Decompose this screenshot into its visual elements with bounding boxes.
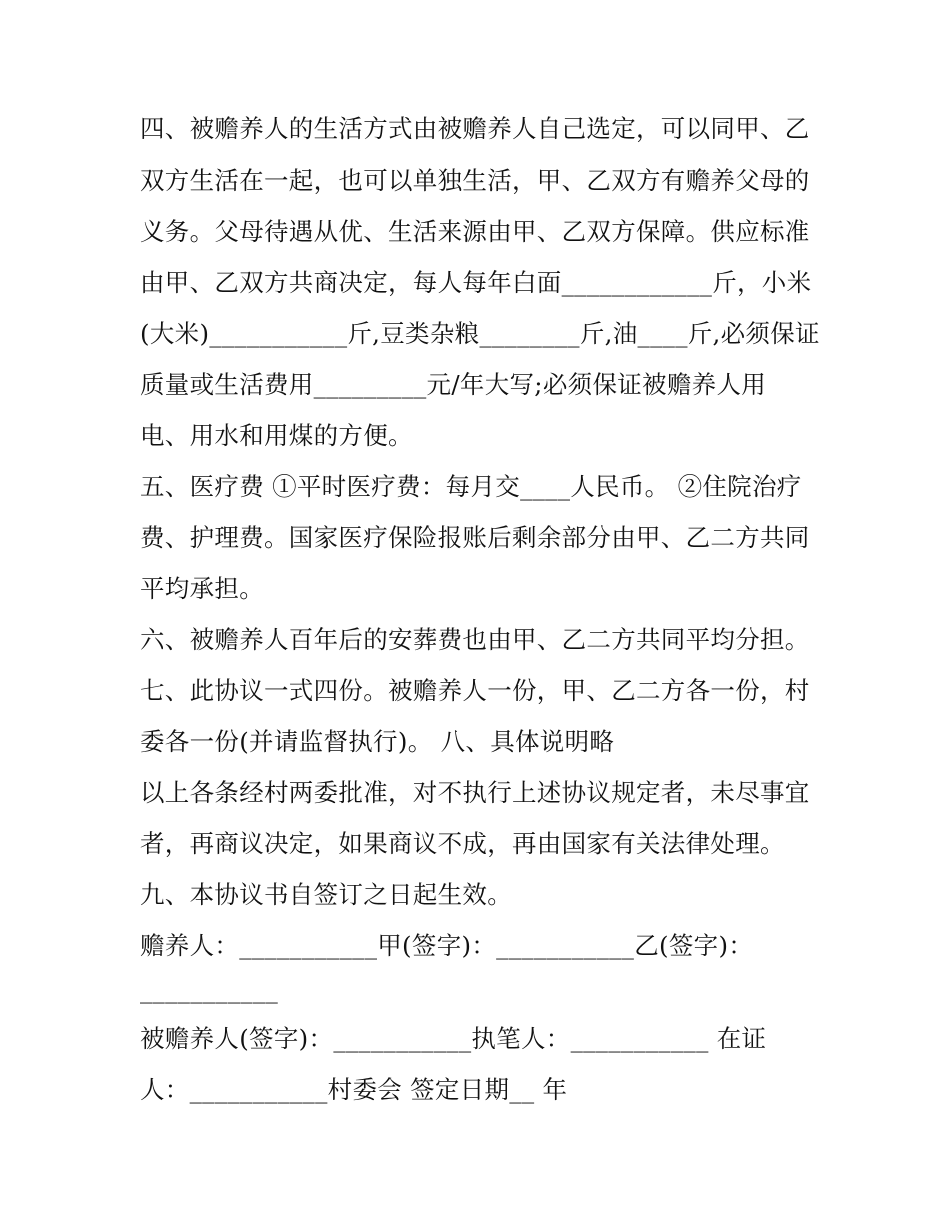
clause-5-line-1: 五、医疗费 ①平时医疗费：每月交____人民币。 ②住院治疗 [140,472,802,501]
clause-9-line: 九、本协议书自签订之日起生效。 [140,880,512,909]
clause-6-line: 六、被赡养人百年后的安葬费也由甲、乙二方共同平均分担。 [140,625,810,654]
clause-7-line-2: 委各一份(并请监督执行)。 八、具体说明略 [140,727,615,756]
signature-line-1: 赡养人：___________甲(签字)：___________乙(签字)： [140,931,754,960]
clause-4-line-4: 由甲、乙双方共商决定，每人每年白面____________斤，小米 [140,268,812,297]
approval-line-1: 以上各条经村两委批准，对不执行上述协议规定者，未尽事宜 [140,778,810,807]
clause-5-line-2: 费、护理费。国家医疗保险报账后剩余部分由甲、乙二方共同 [140,523,810,552]
clause-4-line-5: (大米)___________斤,豆类杂粮________斤,油____斤,必须保证 [140,319,820,348]
signature-line-3: 被赡养人(签字)：___________执笔人：___________ 在证 [140,1024,767,1053]
clause-4-line-1: 四、被赡养人的生活方式由被赡养人自己选定，可以同甲、乙 [140,114,810,143]
signature-line-2: ___________ [140,975,279,1004]
clause-5-line-3: 平均承担。 [140,574,264,603]
clause-4-line-2: 双方生活在一起，也可以单独生活，甲、乙双方有赡养父母的 [140,166,810,195]
signature-line-4: 人：___________村委会 签定日期__ 年 [140,1075,568,1104]
clause-7-line-1: 七、此协议一式四份。被赡养人一份，甲、乙二方各一份，村 [140,676,810,705]
clause-4-line-7: 电、用水和用煤的方便。 [140,421,413,450]
clause-4-line-3: 义务。父母待遇从优、生活来源由甲、乙双方保障。供应标准 [140,217,810,246]
clause-4-line-6: 质量或生活费用_________元/年大写;必须保证被赡养人用 [140,370,767,399]
approval-line-2: 者，再商议决定，如果商议不成，再由国家有关法律处理。 [140,829,785,858]
